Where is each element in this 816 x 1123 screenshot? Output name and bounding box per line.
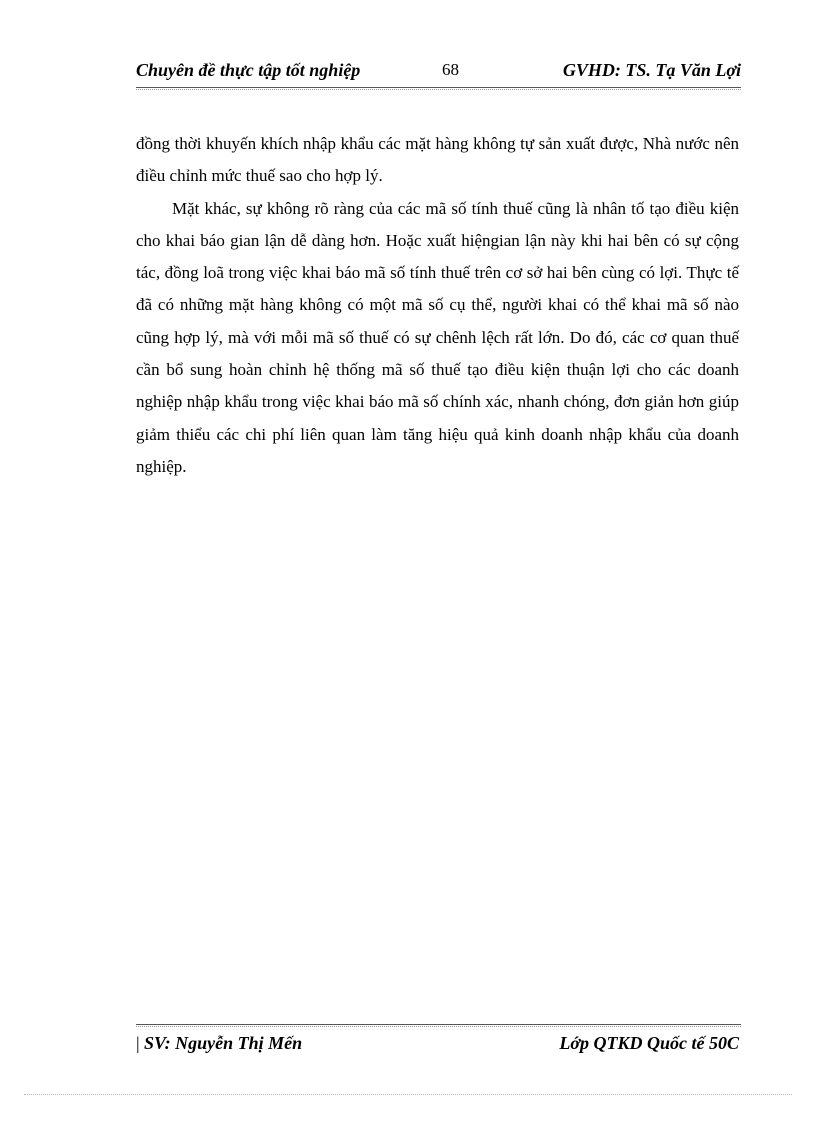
footer-divider: [136, 1024, 741, 1025]
paragraph: Mặt khác, sự không rõ ràng của các mã số tính thuế cũng là nhân tố tạo điều kiện cho khai báo gian lận dễ dàng hơn. Hoặc xuất hiệngian lận này khi hai bên có sự cộng tác, đồng loã trong việc khai báo mã số tính thuế trên cơ sở hai bên cùng có lợi. Thực tế đã có những mặt hàng không có một mã số cụ thể, người khai có thể khai mã số nào cũng hợp lý, mà với mỗi mã số thuế có sự chênh lệch rất lớn. Do đó, các cơ quan thuế cần bổ sung hoàn chỉnh hệ thống mã số thuế tạo điều kiện thuận lợi cho các doanh nghiệp nhập khẩu trong việc khai báo mã số chính xác, nhanh chóng, đơn giản hơn giúp giảm thiểu các chi phí liên quan làm tăng hiệu quả kinh doanh nhập khẩu của doanh nghiệp.: [136, 198, 739, 476]
paragraph: đồng thời khuyến khích nhập khẩu các mặt hàng không tự sản xuất được, Nhà nước nên điều chỉnh mức thuế sao cho hợp lý.: [136, 134, 739, 186]
document-body: [136, 128, 739, 483]
page-footer: [136, 1031, 741, 1057]
header-divider-dotted: [136, 89, 741, 90]
footer-separator: |: [136, 1033, 140, 1053]
header-divider: [136, 87, 741, 88]
header-advisor: GVHD: TS. Tạ Văn Lợi: [562, 60, 741, 80]
page-number: 68: [442, 60, 459, 79]
footer-divider-dotted: [136, 1026, 741, 1027]
header-title: Chuyên đề thực tập tốt nghiệp: [136, 60, 361, 80]
footer-student: SV: Nguyễn Thị Mến: [144, 1033, 303, 1053]
footer-class: Lớp QTKD Quốc tế 50C: [559, 1033, 739, 1053]
page-edge-line: [24, 1094, 792, 1095]
page-header: [136, 58, 741, 88]
